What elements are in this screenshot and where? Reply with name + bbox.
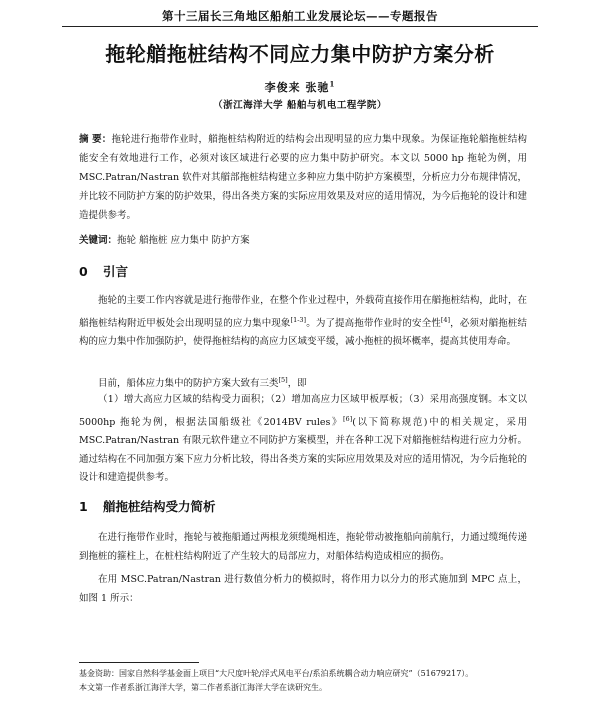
running-header: 第十三届长三角地区船舶工业发展论坛——专题报告 xyxy=(162,9,438,23)
footnote-funding: 基金资助：国家自然科学基金面上项目“大尺度叶轮/浮式风电平台/系泊系统耦合动力响应研究”（51679217）。 xyxy=(79,669,474,678)
citation: [4] xyxy=(440,315,451,324)
abstract xyxy=(79,130,527,225)
section-number: 0 xyxy=(79,264,88,279)
author-superscript: 1 xyxy=(329,79,336,89)
section-title: 引言 xyxy=(103,264,129,279)
paragraph-text: 目前，船体应力集中的防护方案大致有三类 xyxy=(98,378,279,390)
affiliation: （浙江海洋大学 船舶与机电工程学院） xyxy=(213,100,387,111)
paragraph-text: 。为了提高拖带作业时的安全性 xyxy=(306,317,441,329)
paragraph-sec1-2: 在用 MSC.Patran/Nastran 进行数值分析力的模拟时，将作用力以分力的形式施加到 MPC 点上，如图 1 所示： xyxy=(79,574,527,604)
paragraph-text: ，即 xyxy=(287,378,307,390)
keywords-text: 拖轮 艏拖桩 应力集中 防护方案 xyxy=(117,235,250,246)
footnote xyxy=(79,667,539,695)
keywords xyxy=(79,232,527,246)
footnote-rule xyxy=(79,662,199,663)
paper-title: 拖轮艏拖桩结构不同应力集中防护方案分析 xyxy=(105,42,495,66)
paragraph-text: 拖轮的主要工作内容就是进行拖带作业，在整个作业过程中，外载荷直接作用在艏拖桩结构，此时，在艏拖桩结构附近甲板处会出现明显的应力集中现象 xyxy=(79,295,527,329)
paragraph-text: (以下简称规范)中的相关规定，采用 MSC.Patran/Nastran 有限元软件建立不同防护方案模型，并在各种工况下对艏拖桩结构进行应力分析。通过结构在不同加强方案下应力分析比较，得出各类方案的实际应用效果及对应的适用情况，为今后拖轮的设计和建造提供参考。 xyxy=(79,416,527,484)
paragraph-sec1-1: 在进行拖带作业时，拖轮与被拖船通过两根龙须缆绳相连，拖轮带动被拖船向前航行，力通过缆绳传递到拖桩的箍柱上，在桩柱结构附近了产生较大的局部应力，对船体结构造成相应的损伤。 xyxy=(79,532,527,562)
author-names: 李俊来 张驰 xyxy=(264,81,330,94)
abstract-label: 摘 要： xyxy=(79,134,112,145)
keywords-label: 关键词： xyxy=(79,235,118,246)
section-heading-1 xyxy=(79,497,216,515)
abstract-text: 拖轮进行拖带作业时，艏拖桩结构附近的结构会出现明显的应力集中现象。为保证拖轮艏拖桩结构能安全有效地进行工作，必须对该区域进行必要的应力集中防护研究。本文以 5000 hp 拖轮为例，用 MSC.Patran/Nastran 软件对其艏部拖桩结构建立多种应力集中防护方案模型，分析应力分布规律情况，并比较不同防护方案的防护效果，得出各类方案的实际应用效果及对应的适用情况，为今后拖轮的设计和建造提供参考。 xyxy=(79,134,527,221)
section-number: 1 xyxy=(79,499,88,514)
author-line xyxy=(0,79,600,95)
citation: [5] xyxy=(278,376,288,384)
header-rule xyxy=(62,26,538,27)
citation: [1-3] xyxy=(290,315,307,324)
section-heading-intro xyxy=(79,262,128,280)
section-title: 艏拖桩结构受力简析 xyxy=(103,499,216,514)
paragraph-intro-1 xyxy=(79,292,527,352)
paragraph-intro-3 xyxy=(79,391,527,488)
citation: [6] xyxy=(343,414,353,423)
paragraph-text: （1）增大高应力区域的结构受力面积；（2）增加高应力区域甲板厚板；（3）采用高强度钢。本文以 5000hp 拖轮为例，根据法国船级社《2014BV rules》 xyxy=(79,394,527,428)
footnote-authors: 本文第一作者系浙江海洋大学，第二作者系浙江海洋大学在读研究生。 xyxy=(79,683,327,692)
paragraph-text: ，必须对艏拖桩结构的应力集中作加强防护，使得拖桩结构的高应力区域变平缓，减小拖桩的损坏概率，提高其使用寿命。 xyxy=(79,317,527,348)
